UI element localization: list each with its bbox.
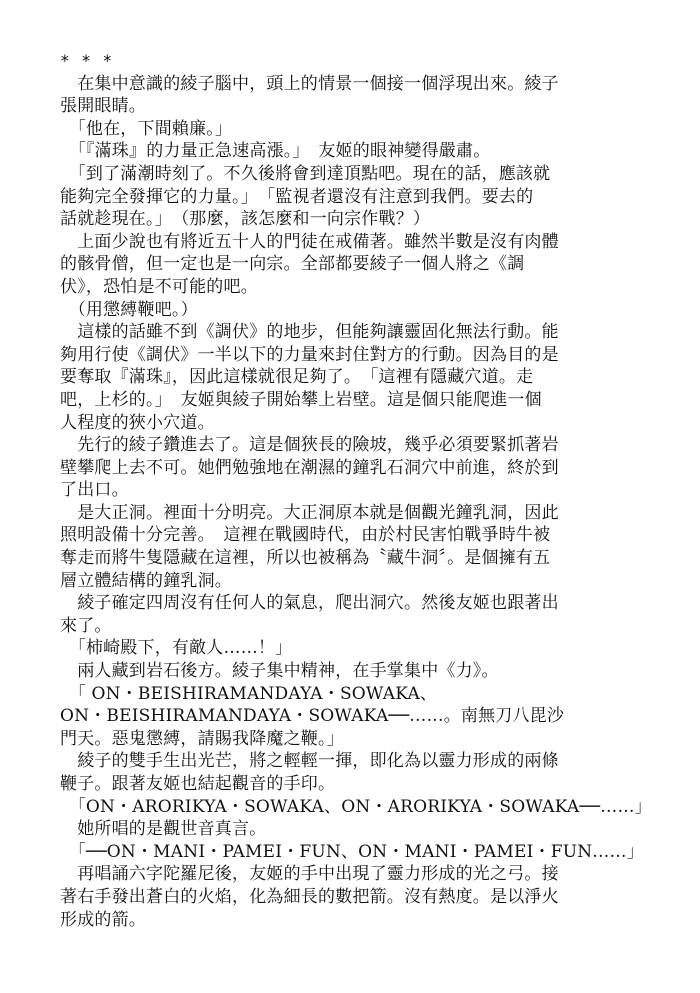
text-line: 「他在，下間賴廉。」 bbox=[60, 118, 233, 139]
text-line: 話就趁現在。」 （那麼，該怎麼和一向宗作戰？） bbox=[60, 209, 431, 230]
text-line: 人程度的狹小穴道。 bbox=[60, 412, 215, 433]
text-line: 「『滿珠』的力量正急速高漲。」 友姬的眼神變得嚴肅。 bbox=[60, 141, 491, 162]
text-line: 張開眼睛。 bbox=[60, 96, 146, 117]
text-line: 夠用行使《調伏》一半以下的力量來封住對方的行動。因為目的是 bbox=[60, 344, 559, 365]
text-line: 「──ON・MANI・PAMEI・FUN、ON・MANI・PAMEI・FUN……」 bbox=[60, 841, 644, 862]
text-line: 要奪取『滿珠』，因此這樣就很足夠了。 「這裡有隱藏穴道。走 bbox=[60, 367, 534, 388]
text-line: 上面少說也有將近五十人的門徒在戒備著。雖然半數是沒有肉體 bbox=[60, 231, 559, 252]
text-line: 這樣的話雖不到《調伏》的地步，但能夠讓靈固化無法行動。能 bbox=[60, 322, 559, 343]
text-line: 奪走而將牛隻隱藏在這裡，所以也被稱為〝藏牛洞〞。是個擁有五 bbox=[60, 548, 551, 569]
text-line: 能夠完全發揮它的力量。」 「監視者還沒有注意到我們。要去的 bbox=[60, 186, 534, 207]
text-line: 綾子確定四周沒有任何人的氣息，爬出洞穴。然後友姬也跟著出 bbox=[60, 593, 559, 614]
text-line: 了出口。 bbox=[60, 480, 129, 501]
text-line: （用懲縛鞭吧。） bbox=[60, 299, 198, 320]
text-line: 形成的箭。 bbox=[60, 909, 146, 930]
text-line: 的骸骨僧，但一定也是一向宗。全部都要綾子一個人將之《調 bbox=[60, 254, 525, 275]
text-line: 再唱誦六字陀羅尼後，友姬的手中出現了靈力形成的光之弓。接 bbox=[60, 864, 559, 885]
text-line: 著右手發出蒼白的火焰，化為細長的數把箭。沒有熱度。是以淨火 bbox=[60, 886, 559, 907]
section-separator: * * * bbox=[60, 51, 114, 70]
text-line: 鞭子。跟著友姬也結起觀音的手印。 bbox=[60, 774, 336, 794]
text-line: 「到了滿潮時刻了。不久後將會到達頂點吧。現在的話，應該就 bbox=[60, 163, 551, 184]
text-line: 「柿崎殿下，有敵人……！」 bbox=[60, 638, 293, 659]
text-line: 「ON・ARORIKYA・SOWAKA、ON・ARORIKYA・SOWAKA──……」 bbox=[60, 796, 652, 817]
text-line: 照明設備十分完善。 這裡在戰國時代，由於村民害怕戰爭時牛被 bbox=[60, 525, 551, 546]
text-line: 來了。 bbox=[60, 615, 112, 636]
text-line: ON・BEISHIRAMANDAYA・SOWAKA──……。南無刀八毘沙 bbox=[60, 706, 565, 727]
text-line: 「 ON・BEISHIRAMANDAYA・SOWAKA、 bbox=[60, 683, 438, 704]
text-line: 先行的綾子鑽進去了。這是個狹長的險坡，幾乎必須要緊抓著岩 bbox=[60, 435, 559, 456]
text-line: 綾子的雙手生出光芒，將之輕輕一揮，即化為以靈力形成的兩條 bbox=[60, 751, 559, 772]
text-line: 門天。惡鬼懲縛，請賜我降魔之鞭。」 bbox=[60, 728, 344, 749]
text-line: 她所唱的是觀世音真言。 bbox=[60, 819, 267, 840]
text-line: 層立體結構的鐘乳洞。 bbox=[60, 570, 232, 591]
document-page bbox=[60, 50, 652, 931]
text-line: 在集中意識的綾子腦中，頭上的情景一個接一個浮現出來。綾子 bbox=[60, 73, 559, 94]
text-line: 是大正洞。裡面十分明亮。大正洞原本就是個觀光鐘乳洞，因此 bbox=[60, 502, 559, 523]
text-line: 壁攀爬上去不可。她們勉強地在潮濕的鐘乳石洞穴中前進，終於到 bbox=[60, 457, 559, 478]
text-line: 伏》，恐怕是不可能的吧。 bbox=[60, 276, 258, 297]
text-line: 吧，上杉的。」 友姬與綾子開始攀上岩壁。這是個只能爬進一個 bbox=[60, 389, 542, 410]
text-line: 兩人藏到岩石後方。綾子集中精神，在手掌集中《力》。 bbox=[60, 661, 499, 682]
